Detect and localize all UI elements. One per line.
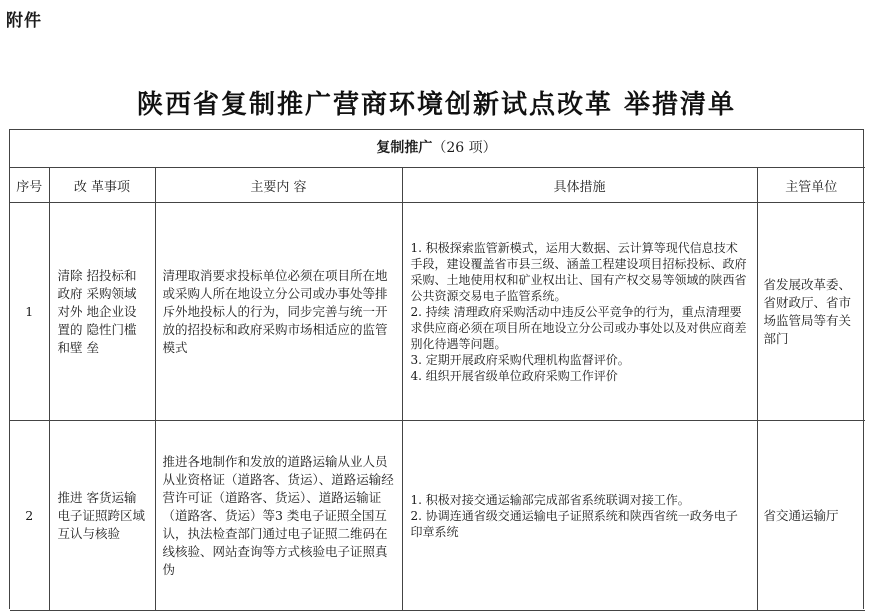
- header-dept: 主管单位: [757, 168, 865, 203]
- row-measures: [403, 240, 757, 384]
- row-content: 清理取消要求投标单位必须在项目所在地或采购人所在地设立分公司或办事处等排斥外地投标人的行为，同步完善与统一开放的招投标和政府采购市场相适应的监管模式: [162, 267, 388, 355]
- row-content-cell: [155, 203, 402, 421]
- document-title: 陕西省复制推广营商环境创新试点改革 举措清单: [136, 90, 737, 120]
- row-dept: 省交通运输厅: [763, 507, 839, 523]
- table-row: [10, 421, 865, 611]
- reform-table-sheet: [9, 129, 864, 609]
- section-caption-count: （26 项）: [432, 140, 497, 156]
- row-dept: 省发展改革委、省财政厅、省市场监管局等有关部门: [763, 276, 852, 346]
- measure-item: 1. 积极探索监管新模式，运用大数据、云计算等现代信息技术手段，建设覆盖省市县三级、涵盖工程建设项目招标投标、政府采购、土地使用权和矿业权出让、国有产权交易等领域的陕西省公共资源交易电子监管系统。: [410, 240, 747, 303]
- header-measures: 具体措施: [402, 168, 757, 203]
- header-item: 改 革事项: [49, 168, 155, 203]
- table-row: [10, 203, 865, 421]
- measure-item: 1. 积极对接交通运输部完成部省系统联调对接工作。: [410, 492, 690, 507]
- row-content: 推进各地制作和发放的道路运输从业人员从业资格证（道路客、货运）、道路运输经营许可证（道路客、货运）、道路运输证（道路客、货运）等3 类电子证照全国互认，执法检查部门通过电子证照二维码在线核验、网站查询等方式核验电子证照真伪: [162, 453, 394, 577]
- row-measures-cell: [402, 203, 757, 421]
- table-header-row: [10, 168, 865, 203]
- row-measures: [403, 492, 757, 540]
- measure-item: 4. 组织开展省级单位政府采购工作评价: [410, 368, 618, 383]
- measure-item: 2. 持续 清理政府采购活动中违反公平竞争的行为，重点清理要求供应商必须在项目所在地设立分公司或办事处以及对供应商差别化待遇等问题。: [410, 304, 747, 351]
- row-measures-cell: [402, 421, 757, 611]
- row-item: 推进 客货运输电子证照跨区域互认与核验: [57, 489, 146, 541]
- row-no: 1: [10, 203, 49, 421]
- row-no: 2: [10, 421, 49, 611]
- reform-table: [10, 167, 865, 611]
- attachment-label: 附件: [6, 11, 42, 31]
- measure-item: 2. 协调连通省级交通运输电子证照系统和陕西省统一政务电子印章系统: [410, 508, 738, 539]
- row-dept-cell: [757, 203, 865, 421]
- section-caption-label: 复制推广: [376, 140, 433, 156]
- row-item: 清除 招投标和政府 采购领域对外 地企业设置的 隐性门槛和壁 垒: [57, 267, 137, 355]
- header-content: 主要内 容: [155, 168, 402, 203]
- row-item-cell: [49, 421, 155, 611]
- row-item-cell: [49, 203, 155, 421]
- row-content-cell: [155, 421, 402, 611]
- section-caption: [10, 130, 863, 168]
- row-dept-cell: [757, 421, 865, 611]
- measure-item: 3. 定期开展政府采购代理机构监督评价。: [410, 352, 630, 367]
- header-no: 序号: [10, 168, 49, 203]
